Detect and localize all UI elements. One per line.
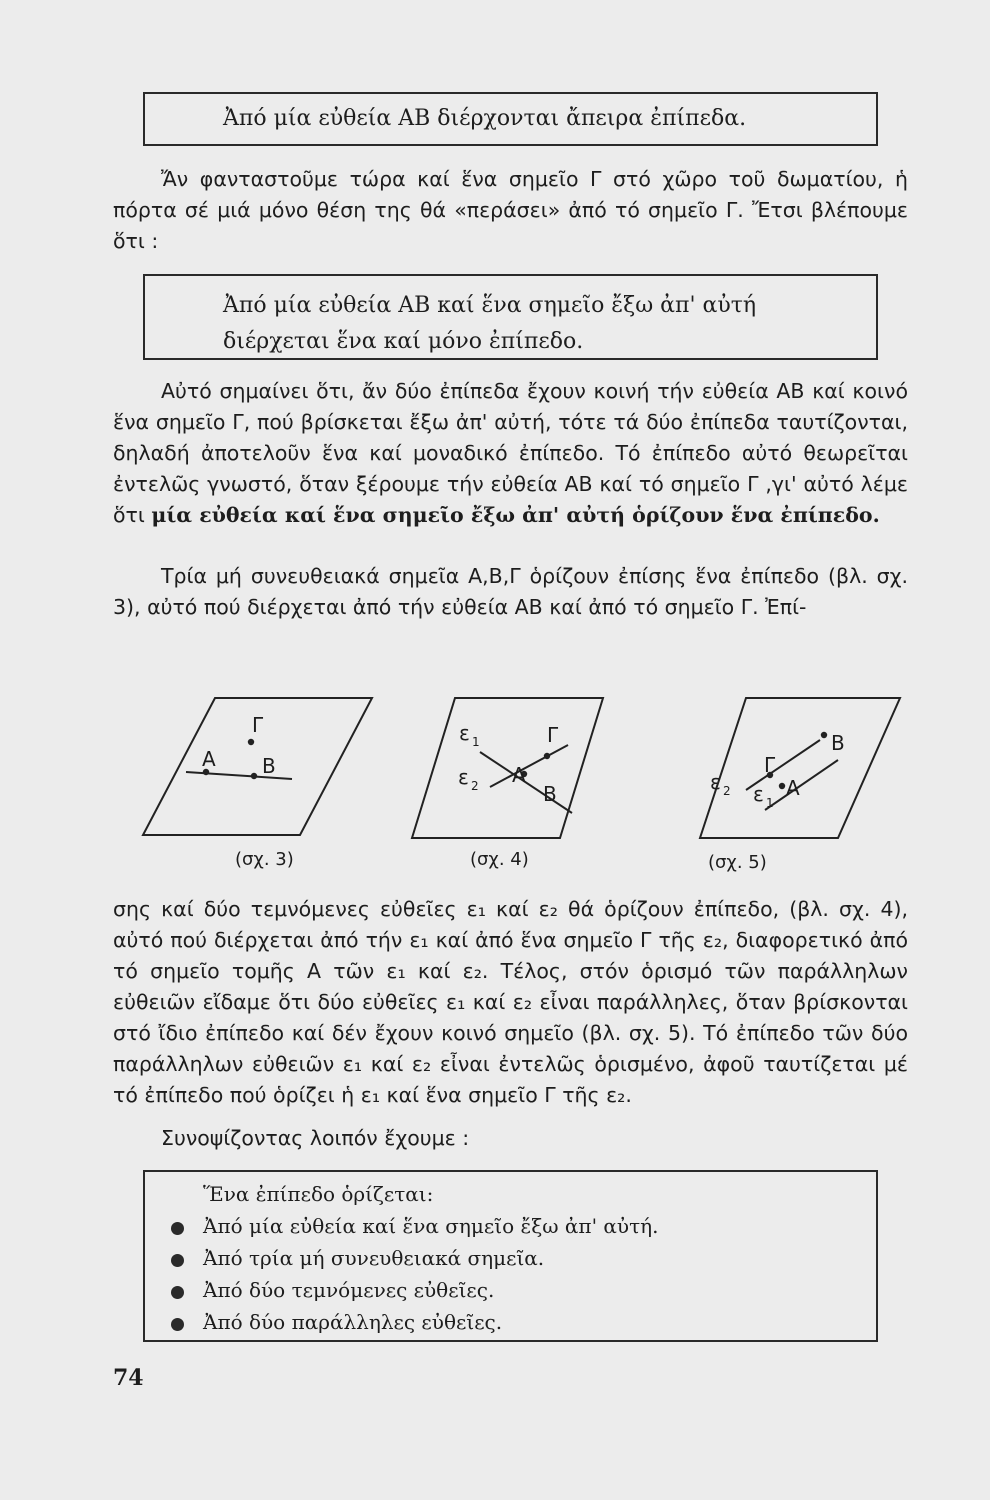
fig3-point-b: [251, 773, 257, 779]
fig5-label-e1-sub: 1: [766, 796, 774, 810]
fig5-caption: (σχ. 5): [708, 852, 767, 873]
fig4-label-a: Α: [512, 763, 526, 787]
fig3-label-a: Α: [202, 747, 216, 771]
paragraph-5-text: Συνοψίζοντας λοιπόν ἔχουμε :: [161, 1126, 470, 1150]
bullet-icon: [171, 1318, 184, 1331]
fig4-label-b: Β: [543, 782, 557, 806]
fig4-label-e1: ε: [459, 721, 470, 745]
fig5-point-a: [779, 783, 785, 789]
bullet-icon: [171, 1222, 184, 1235]
paragraph-4: [113, 894, 908, 1111]
fig3-line-ab: [186, 772, 292, 779]
summary-item-text: Ἀπό τρία μή συνευθειακά σημεῖα.: [203, 1246, 545, 1270]
fig5-label-e2-sub: 2: [723, 784, 731, 798]
fig3-label-gamma: Γ: [252, 713, 264, 737]
fig5-label-a: Α: [786, 776, 800, 800]
fig4-point-gamma: [544, 753, 550, 759]
summary-item: [163, 1306, 876, 1338]
summary-title: Ἕνα ἐπίπεδο ὁρίζεται:: [203, 1182, 434, 1206]
summary-box: [143, 1170, 878, 1342]
fig4-label-gamma: Γ: [547, 723, 559, 747]
fig4-caption: (σχ. 4): [470, 849, 529, 870]
fig5-label-e2: ε: [710, 770, 721, 794]
summary-item-text: Ἀπό δύο τεμνόμενες εὐθεῖες.: [203, 1278, 495, 1302]
fig4-label-e2: ε: [458, 765, 469, 789]
page-number: 74: [113, 1365, 144, 1391]
fig4-line-e1: [480, 752, 572, 813]
summary-list: [163, 1210, 876, 1338]
paragraph-5: [113, 1123, 908, 1154]
fig3-label-b: Β: [262, 754, 276, 778]
bullet-icon: [171, 1286, 184, 1299]
paragraph-4-text: σης καί δύο τεμνόμενες εὐθεῖες ε₁ καί ε₂ θά ὁρίζουν ἐπίπεδο, (βλ. σχ. 4), αὐτό πού διέρχεται ἀπό τήν ε₁ καί ἀπό ἕνα σημεῖο Γ τῆς ε₂, διαφορετικό ἀπό τό σημεῖο τομῆς Α τῶν ε₁ καί ε₂. Τέλος, στόν ὁρισμό τῶν παράλληλων εὐθειῶν εἴδαμε ὅτι δύο εὐθεῖες ε₁ καί ε₂ εἶναι παράλληλες, ὅταν βρίσκονται στό ἴδιο ἐπίπεδο καί δέν ἔχουν κοινό σημεῖο (βλ. σχ. 5). Τό ἐπίπεδο τῶν δύο παράλληλων εὐθειῶν ε₁ καί ε₂ εἶναι ἐντελῶς ὁρισμένο, ἀφοῦ ταυτίζεται μέ τό ἐπίπεδο πού ὁρίζει ἡ ε₁ καί ἕνα σημεῖο Γ τῆς ε₂.: [113, 897, 908, 1107]
summary-item-text: Ἀπό δύο παράλληλες εὐθεῖες.: [203, 1310, 503, 1334]
statement-2-text: Ἀπό μία εὐθεία ΑΒ καί ἕνα σημεῖο ἔξω ἀπ' αὐτή διέρχεται ἕνα καί μόνο ἐπίπεδο.: [223, 293, 757, 354]
fig5-label-b: Β: [831, 731, 845, 755]
summary-item: [163, 1242, 876, 1274]
summary-item: [163, 1274, 876, 1306]
paragraph-3-text: Τρία μή συνευθειακά σημεῖα Α,Β,Γ ὁρίζουν ἐπίσης ἕνα ἐπίπεδο (βλ. σχ. 3), αὐτό πού διέρχεται ἀπό τήν εὐθεία ΑΒ καί ἀπό τό σημεῖο Γ. Ἐπί-: [113, 564, 908, 619]
fig5-label-gamma: Γ: [764, 753, 776, 777]
fig5-plane: [700, 698, 900, 838]
fig3-caption: (σχ. 3): [235, 849, 294, 870]
fig4-label-e2-sub: 2: [471, 779, 479, 793]
paragraph-1-text: Ἄν φανταστοῦμε τώρα καί ἕνα σημεῖο Γ στό χῶρο τοῦ δωματίου, ἡ πόρτα σέ μιά μόνο θέση της θά «περάσει» ἀπό τό σημεῖο Γ. Ἔτσι βλέπουμε ὅτι :: [113, 167, 908, 253]
fig4-plane: [412, 698, 603, 838]
fig5-point-b: [821, 732, 827, 738]
summary-item-text: Ἀπό μία εὐθεία καί ἕνα σημεῖο ἔξω ἀπ' αὐτή.: [203, 1214, 659, 1238]
fig5-label-e1: ε: [753, 782, 764, 806]
bullet-icon: [171, 1254, 184, 1267]
summary-item: [163, 1210, 876, 1242]
fig5-line-lower: [765, 760, 838, 810]
paragraph-2-emphasis: μία εὐθεία καί ἕνα σημεῖο ἔξω ἀπ' αὐτή ὁρίζουν ἕνα ἐπίπεδο.: [151, 503, 880, 527]
fig3-point-gamma: [248, 739, 254, 745]
statement-1-text: Ἀπό μία εὐθεία ΑΒ διέρχονται ἄπειρα ἐπίπεδα.: [223, 106, 747, 131]
fig4-label-e1-sub: 1: [472, 735, 480, 749]
paragraph-2-text: Αὐτό σημαίνει ὅτι, ἄν δύο ἐπίπεδα ἔχουν κοινή τήν εὐθεία ΑΒ καί κοινό ἕνα σημεῖο Γ, πού βρίσκεται ἔξω ἀπ' αὐτή, τότε τά δύο ἐπίπεδα ταυτίζονται, δηλαδή ἀποτελοῦν ἕνα καί μοναδικό ἐπίπεδο. Τό ἐπίπεδο αὐτό θεωρεῖται ἐντελῶς γνωστό, ὅταν ξέρουμε τήν εὐθεία ΑΒ καί τό σημεῖο Γ ,γι' αὐτό λέμε ὅτι: [113, 379, 908, 527]
